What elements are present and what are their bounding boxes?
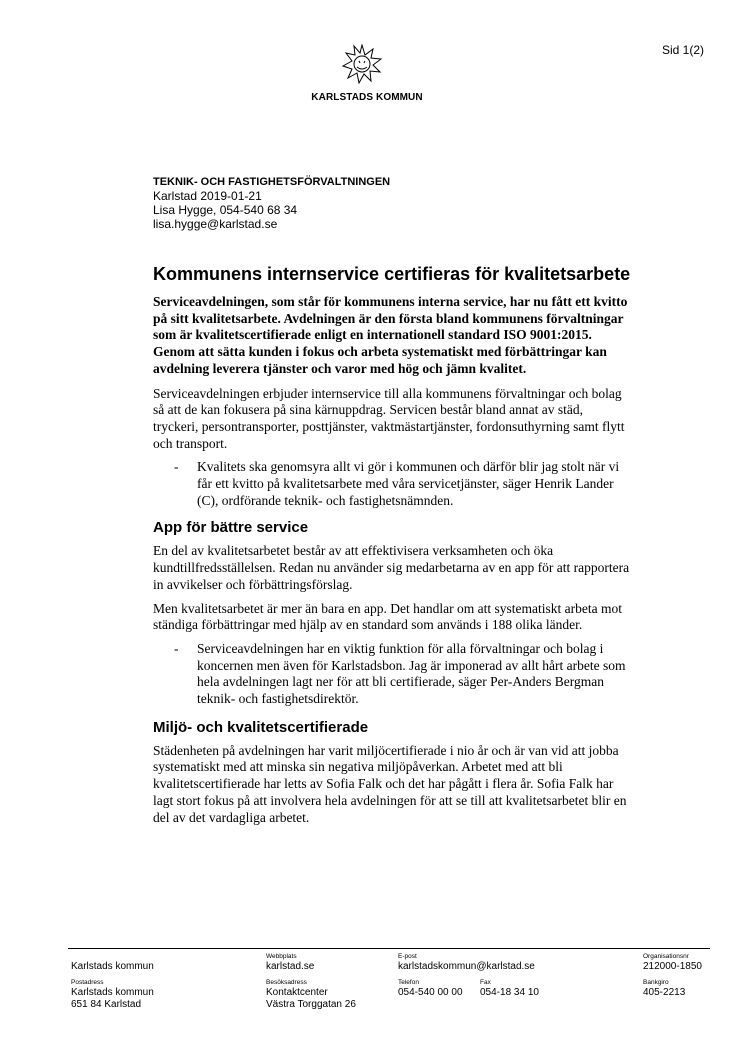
footer-divider (68, 948, 710, 949)
place-date: Karlstad 2019-01-21 (153, 189, 262, 203)
department: TEKNIK- OCH FASTIGHETSFÖRVALTNINGEN (153, 176, 391, 188)
article-paragraph: Städenheten på avdelningen har varit miljöcertifierade i nio år och är van vid att jobba systematiskt med att minska sin negativa miljöpåverkan. Arbetet med att bli kvalitetscertifierade har letts av Sofia Falk och det har pågått i flera år. Sofia Falk har lagt stort fokus på att involvera hela avdelningen för att se till att kvalitetsarbetet blir en del av det vardagliga arbetet. (153, 742, 627, 825)
quote-item (153, 641, 631, 708)
section-heading: Miljö- och kvalitetscertifierade (153, 718, 369, 736)
email-link[interactable]: karlstadskommun@karlstad.se (398, 961, 535, 972)
footer-visit: Besöksadress Kontaktcenter Västra Torggatan 26 (266, 979, 356, 1010)
dash-bullet: - (174, 459, 179, 475)
article-paragraph: En del av kvalitetsarbetet består av att effektivisera verksamheten och öka kundtillfredsställelsen. Redan nu använder sig medarbetarna av en app för att rapportera in avvikelser och förbättringsförslag. (153, 543, 630, 592)
contact-email: lisa.hygge@karlstad.se (153, 217, 278, 231)
footer-orgnr: Organisationsnr 212000-1850 (643, 953, 702, 972)
quote-item (153, 459, 631, 509)
article-paragraph: Serviceavdelningen erbjuder internservice till alla kommunens förvaltningar och bolag så att de kan fokusera på sina kärnuppdrag. Servicen består bland annat av städ, tryckeri, persontransporter, posttjänster, vaktmästartjänster, fordonsuthyrning samt flytt och transport. (153, 385, 625, 451)
sun-face-icon (342, 44, 382, 84)
website-link[interactable]: karlstad.se (266, 961, 315, 972)
footer-email: E-post karlstadskommun@karlstad.se (398, 953, 535, 972)
article (153, 262, 631, 833)
footer-website: Webbplats karlstad.se (266, 953, 315, 972)
contact-person: Lisa Hygge, 054-540 68 34 (153, 203, 298, 217)
quote-text: Kvalitets ska genomsyra allt vi gör i kommunen och därför blir jag stolt när vi får ett kvitto på kvalitetsarbete med våra servicetjänster, säger Henrik Lander (C), ordförande teknik- och fastighetsnämnden. (197, 459, 620, 508)
footer-phone: Telefon 054-540 00 00 (398, 979, 463, 998)
article-title: Kommunens internservice certifieras för kvalitetsarbete (153, 264, 631, 284)
page-number: Sid 1(2) (661, 43, 704, 57)
article-lead: Serviceavdelningen, som står för kommunens interna service, har nu fått ett kvitto på sitt kvalitetsarbete. Avdelningen är den första bland kommunens förvaltningar som är kvalitetscertifierade enligt en internationell standard ISO 9001:2015. Genom att sätta kunden i fokus och arbeta systematiskt med förbättringar kan avdelning leverera tjänster och varor med hög och jämn kvalitet. (153, 294, 628, 376)
footer-bankgiro: Bankgiro 405-2213 (643, 979, 686, 998)
org-name: KARLSTADS KOMMUN (311, 92, 423, 103)
section-heading: App för bättre service (153, 519, 309, 537)
quote-text: Serviceavdelningen har en viktig funktion för alla förvaltningar och bolag i koncernen men även för Karlstadsbon. Jag är imponerad av allt hårt arbete som hela avdelningen lagt ner för att bli certifierade, säger Per-Anders Bergman teknik- och fastighetsdirektör. (197, 640, 626, 707)
dash-bullet: - (174, 640, 179, 656)
sender-info (153, 175, 390, 231)
footer-name: Karlstads kommun (71, 961, 154, 972)
footer-postal: Postadress Karlstads kommun 651 84 Karlstad (71, 979, 154, 1010)
footer-fax: Fax 054-18 34 10 (480, 979, 539, 998)
article-paragraph: Men kvalitetsarbetet är mer än bara en app. Det handlar om att systematiskt arbeta mot ständiga förbättringar med hjälp av en standard som används i 188 olika länder. (153, 600, 622, 633)
